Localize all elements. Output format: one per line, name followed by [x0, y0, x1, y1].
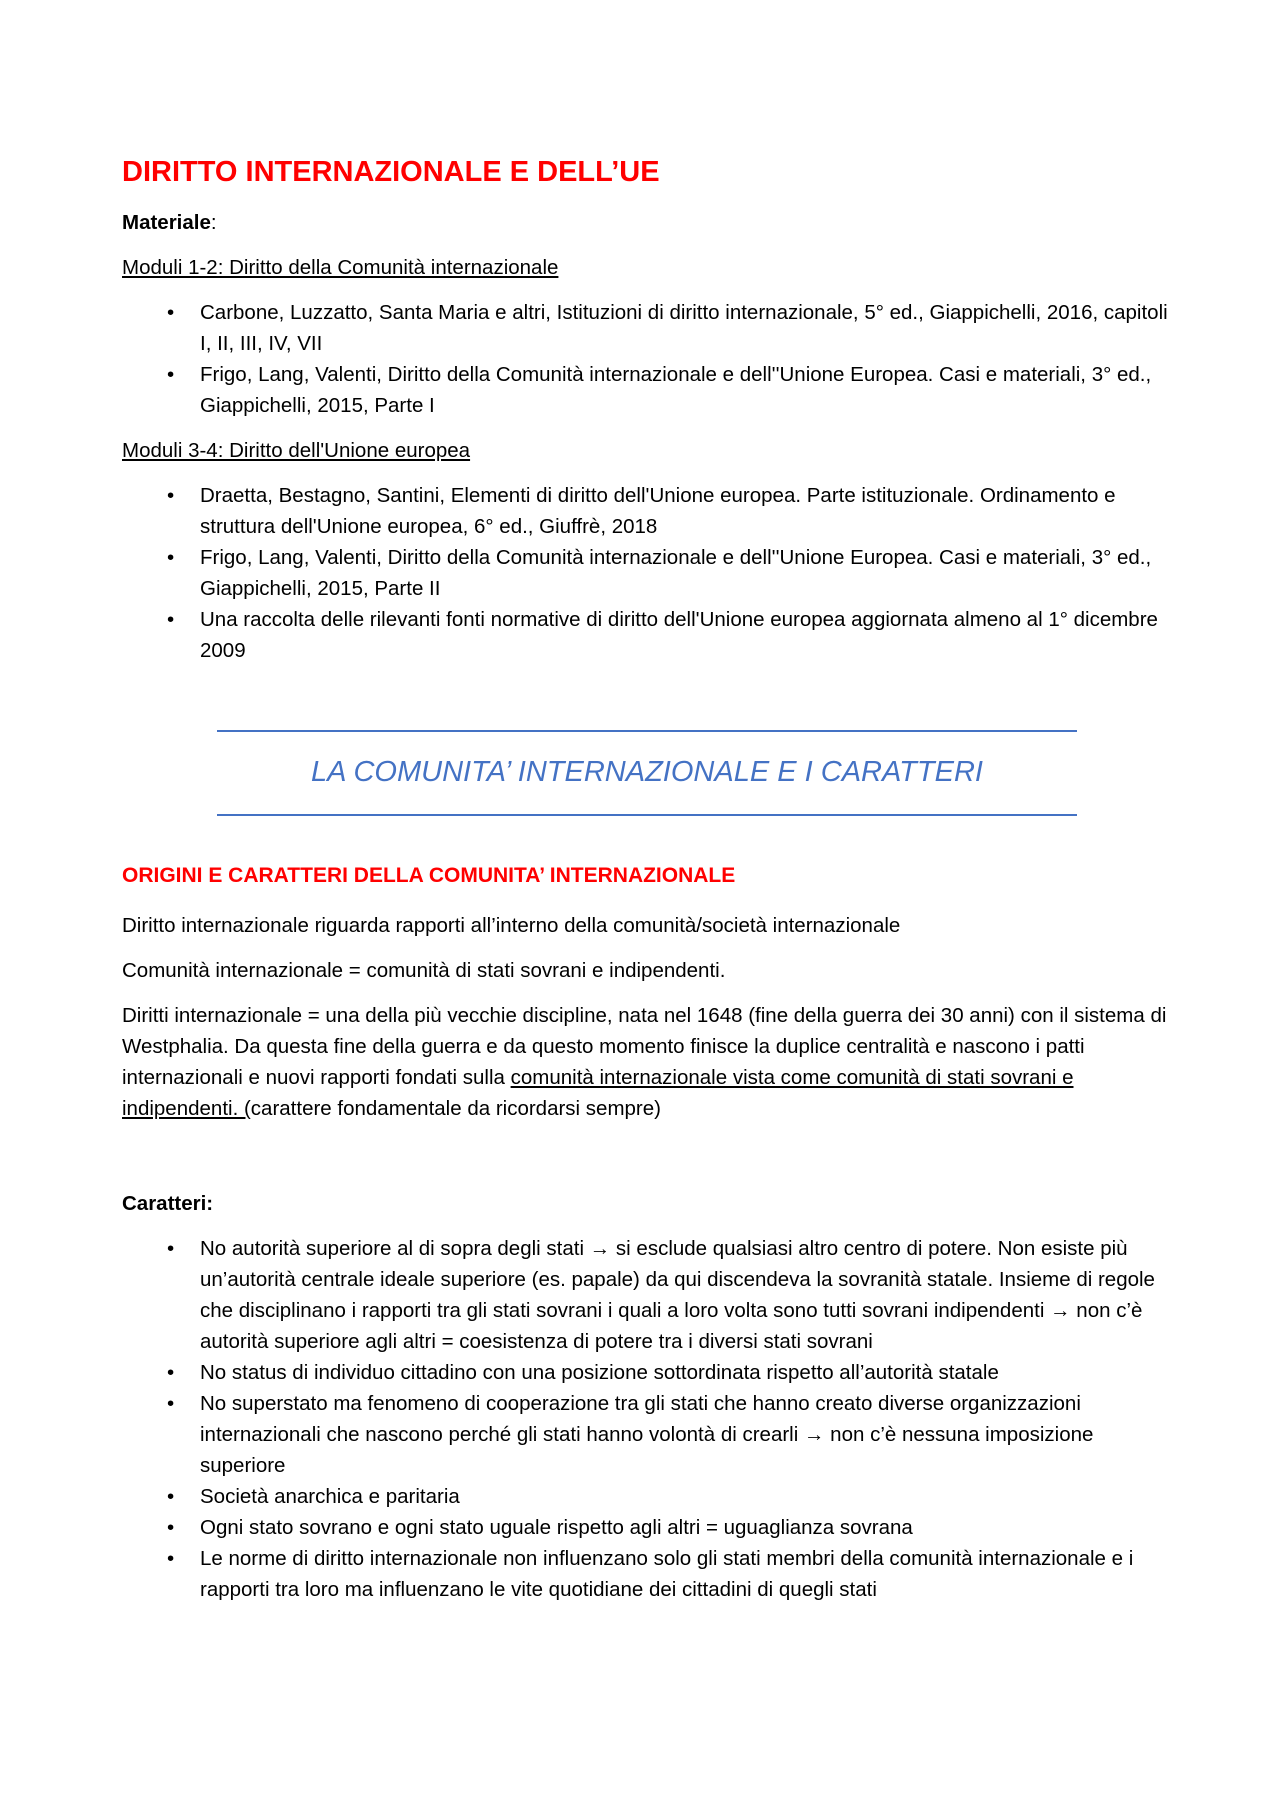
bullet-icon: •	[167, 1237, 175, 1260]
bullet-icon: •	[167, 546, 175, 569]
materiale-line	[122, 207, 1172, 238]
bullet-icon: •	[167, 1516, 175, 1539]
bullet-icon: •	[167, 1547, 175, 1570]
list-item	[122, 604, 1172, 666]
arrow-right-icon: →	[1050, 1299, 1071, 1322]
caratteri-label: Caratteri:	[122, 1192, 214, 1215]
bullet-icon: •	[167, 1361, 175, 1384]
list-item-text: si esclude qualsiasi altro centro di potere. Non esiste più un’autorità centrale ideale superiore (es. papale) da qui discendeva la sovranità statale. Insieme di regole che disciplinano i rapporti tra gli stati sovrani i quali a loro volta sono tutti sovrani indipendenti	[200, 1237, 1155, 1322]
list-item-text: Una raccolta delle rilevanti fonti normative di diritto dell'Unione europea aggiornata almeno al 1° dicembre 2009	[200, 608, 1158, 662]
materiale-label: Materiale	[122, 211, 211, 234]
origini-paragraph-2: Comunità internazionale = comunità di stati sovrani e indipendenti.	[122, 959, 726, 982]
document-title: DIRITTO INTERNAZIONALE E DELL’UE	[122, 156, 660, 188]
section-heading-block	[217, 730, 1077, 816]
origini-paragraph-3-end: carattere fondamentale da ricordarsi sempre)	[250, 1097, 661, 1120]
origini-paragraph-3-start: Diritti internazionale = una della più vecchie discipline, nata nel 1648 (fine della guerra dei 30 anni) con il sistema di Westphalia. Da questa fine della guerra e da questo momento finisce la duplice centralità e nascono i patti internazionali e nuovi rapporti fondati sulla	[122, 1004, 1167, 1089]
list-item-text: Draetta, Bestagno, Santini, Elementi di diritto dell'Unione europea. Parte istituzionale. Ordinamento e struttura dell'Unione europea, 6° ed., Giuffrè, 2018	[200, 484, 1116, 538]
spacer	[122, 1138, 1172, 1188]
list-item-text: No status di individuo cittadino con una posizione sottordinata rispetto all’autorità statale	[200, 1361, 999, 1384]
list-item-text: non c’è autorità superiore agli altri = coesistenza di potere tra i diversi stati sovrani	[200, 1299, 1143, 1353]
bullet-icon: •	[167, 608, 175, 631]
list-item	[122, 480, 1172, 542]
list-item	[122, 1543, 1172, 1605]
list-item	[122, 542, 1172, 604]
section-rule-bottom	[217, 814, 1077, 816]
section-title: LA COMUNITA’ INTERNAZIONALE E I CARATTERI	[311, 756, 983, 788]
moduli-1-2-list	[122, 297, 1172, 421]
list-item-text: Società anarchica e paritaria	[200, 1485, 460, 1508]
list-item-text: Frigo, Lang, Valenti, Diritto della Comunità internazionale e dell''Unione Europea. Casi e materiali, 3° ed., Giappichelli, 2015, Parte I	[200, 363, 1152, 417]
document-content	[122, 156, 1172, 1619]
list-item-text: Carbone, Luzzatto, Santa Maria e altri, Istituzioni di diritto internazionale, 5° ed., Giappichelli, 2016, capitoli I, II, III, IV, VII	[200, 301, 1168, 355]
origini-paragraph-1: Diritto internazionale riguarda rapporti all’interno della comunità/società internazionale	[122, 914, 901, 937]
list-item	[122, 1481, 1172, 1512]
origini-title: ORIGINI E CARATTERI DELLA COMUNITA’ INTERNAZIONALE	[122, 864, 736, 887]
list-item	[122, 1233, 1172, 1357]
moduli-1-2-heading: Moduli 1-2: Diritto della Comunità internazionale	[122, 256, 559, 279]
list-item	[122, 1357, 1172, 1388]
bullet-icon: •	[167, 1392, 175, 1415]
list-item	[122, 359, 1172, 421]
arrow-right-icon: →	[803, 1423, 825, 1446]
list-item-text: non c’è nessuna imposizione superiore	[200, 1423, 1094, 1477]
list-item	[122, 297, 1172, 359]
origini-paragraph-3-underlined: comunità internazionale vista come comunità di stati sovrani e indipendenti. (	[122, 1066, 1074, 1120]
bullet-icon: •	[167, 363, 175, 386]
list-item-text: Le norme di diritto internazionale non influenzano solo gli stati membri della comunità internazionale e i rapporti tra loro ma influenzano le vite quotidiane dei cittadini di quegli stati	[200, 1547, 1134, 1601]
bullet-icon: •	[167, 1485, 175, 1508]
origini-paragraph-3	[122, 1000, 1172, 1124]
bullet-icon: •	[167, 301, 175, 324]
list-item	[122, 1388, 1172, 1481]
list-item	[122, 1512, 1172, 1543]
list-item-text: Frigo, Lang, Valenti, Diritto della Comunità internazionale e dell''Unione Europea. Casi e materiali, 3° ed., Giappichelli, 2015, Parte II	[200, 546, 1152, 600]
caratteri-list	[122, 1233, 1172, 1605]
list-item-text: No superstato ma fenomeno di cooperazione tra gli stati che hanno creato diverse organizzazioni internazionali che nascono perché gli stati hanno volontà di crearli	[200, 1392, 1081, 1446]
moduli-3-4-heading: Moduli 3-4: Diritto dell'Unione europea	[122, 439, 471, 462]
bullet-icon: •	[167, 484, 175, 507]
list-item-text: No autorità superiore al di sopra degli stati	[200, 1237, 590, 1260]
moduli-3-4-list	[122, 480, 1172, 666]
list-item-text: Ogni stato sovrano e ogni stato uguale rispetto agli altri = uguaglianza sovrana	[200, 1516, 913, 1539]
materiale-colon: :	[210, 211, 217, 234]
arrow-right-icon: →	[589, 1237, 611, 1260]
